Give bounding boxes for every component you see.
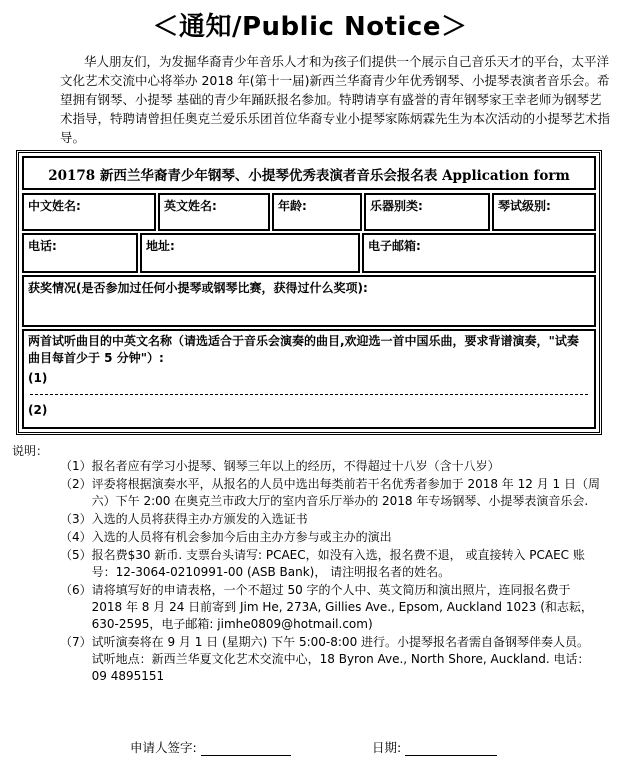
date-line[interactable] — [405, 742, 497, 756]
form-title: 20178 新西兰华裔青少年钢琴、小提琴优秀表演者音乐会报名表 Application form — [22, 156, 596, 190]
pieces-field[interactable] — [22, 329, 596, 429]
piece-1-label: (1) — [28, 371, 48, 385]
notes-list — [60, 458, 600, 686]
chinese-name-field[interactable]: 中文姓名: — [22, 193, 156, 231]
application-form — [16, 150, 602, 435]
list-item: （1） 报名者应有学习小提琴、钢琴三年以上的经历，不得超过十八岁（含十八岁） — [60, 459, 500, 473]
email-field[interactable]: 电子邮箱: — [362, 233, 596, 273]
age-field[interactable]: 年龄: — [272, 193, 362, 231]
list-item: （2） 评委将根据演奏水平，从报名的人员中选出每类前若干名优秀者参加于 2018 年 12 月 1 日（周六）下午 2:00 在奥克兰市政大厅的室内音乐厅举办的 2018 年专场钢琴、小提琴表演音乐会. — [60, 477, 600, 508]
list-item: （4） 入选的人员将有机会参加今后由主办方参与或主办的演出 — [60, 530, 392, 544]
awards-field[interactable]: 获奖情况(是否参加过任何小提琴或钢琴比赛，获得过什么奖项): — [22, 275, 596, 327]
divider — [30, 394, 588, 395]
page-title: ＜通知/Public Notice＞ — [152, 12, 468, 42]
list-item: （5） 报名费$30 新币. 支票台头请写: PCAEC，如没有入选，报名费不退， 或直接转入 PCAEC 账号：12-3064-0210991-00 (ASB Bank)， 请注明报名者的姓名。 — [60, 548, 585, 579]
applicant-signature[interactable] — [130, 738, 291, 756]
pieces-label: 两首试听曲目的中英文名称（请选适合于音乐会演奏的曲目,欢迎选一首中国乐曲，要求背谱演奏，"试奏曲目每首少于 5 分钟"）: — [28, 334, 579, 365]
signature-line[interactable] — [201, 742, 291, 756]
notes-label: 说明： — [12, 444, 49, 458]
applicant-signature-label: 申请人签字: — [130, 740, 197, 755]
address-field[interactable]: 地址: — [140, 233, 360, 273]
list-item: （3） 入选的人员将获得主办方颁发的入选证书 — [60, 512, 308, 526]
piece-2-label: (2) — [28, 403, 48, 417]
grade-field[interactable]: 琴试级别: — [492, 193, 596, 231]
date-signature[interactable] — [372, 738, 497, 756]
date-label: 日期: — [372, 740, 402, 755]
list-item: （6） 请将填写好的申请表格，一个不超过 50 字的个人中、英文简历和演出照片，连同报名费于 2018 年 8 月 24 日前寄到 Jim He, 273A, Gillies Ave., Epsom, Auckland 1023 (和志耘，630-2595，电子邮箱: jimhe0809@hotmail.com) — [60, 583, 593, 631]
list-item: （7） 试听演奏将在 9 月 1 日 (星期六) 下午 5:00-8:00 进行。小提琴报名者需自备钢琴伴奏人员。试听地点：新西兰华夏文化艺术交流中心，18 Byron Ave., North Shore, Auckland. 电话：09 4895151 — [60, 635, 590, 683]
english-name-field[interactable]: 英文姓名: — [158, 193, 270, 231]
intro-paragraph: 华人朋友们，为发掘华裔青少年音乐人才和为孩子们提供一个展示自己音乐天才的平台，太平洋文化艺术交流中心将举办 2018 年(第十一届)新西兰华裔青少年优秀钢琴、小提琴表演者音乐会。希望拥有钢琴、小提琴 基础的青少年踊跃报名参加。特聘请享有盛誉的青年钢琴家王幸老师为钢琴艺术指导，特聘请曾担任奥克兰爱乐乐团首位华裔专业小提琴家陈炳霖先生为本次活动的小提琴艺术指导。 — [60, 54, 611, 145]
instrument-field[interactable]: 乐器别类: — [364, 193, 490, 231]
phone-field[interactable]: 电话: — [22, 233, 138, 273]
